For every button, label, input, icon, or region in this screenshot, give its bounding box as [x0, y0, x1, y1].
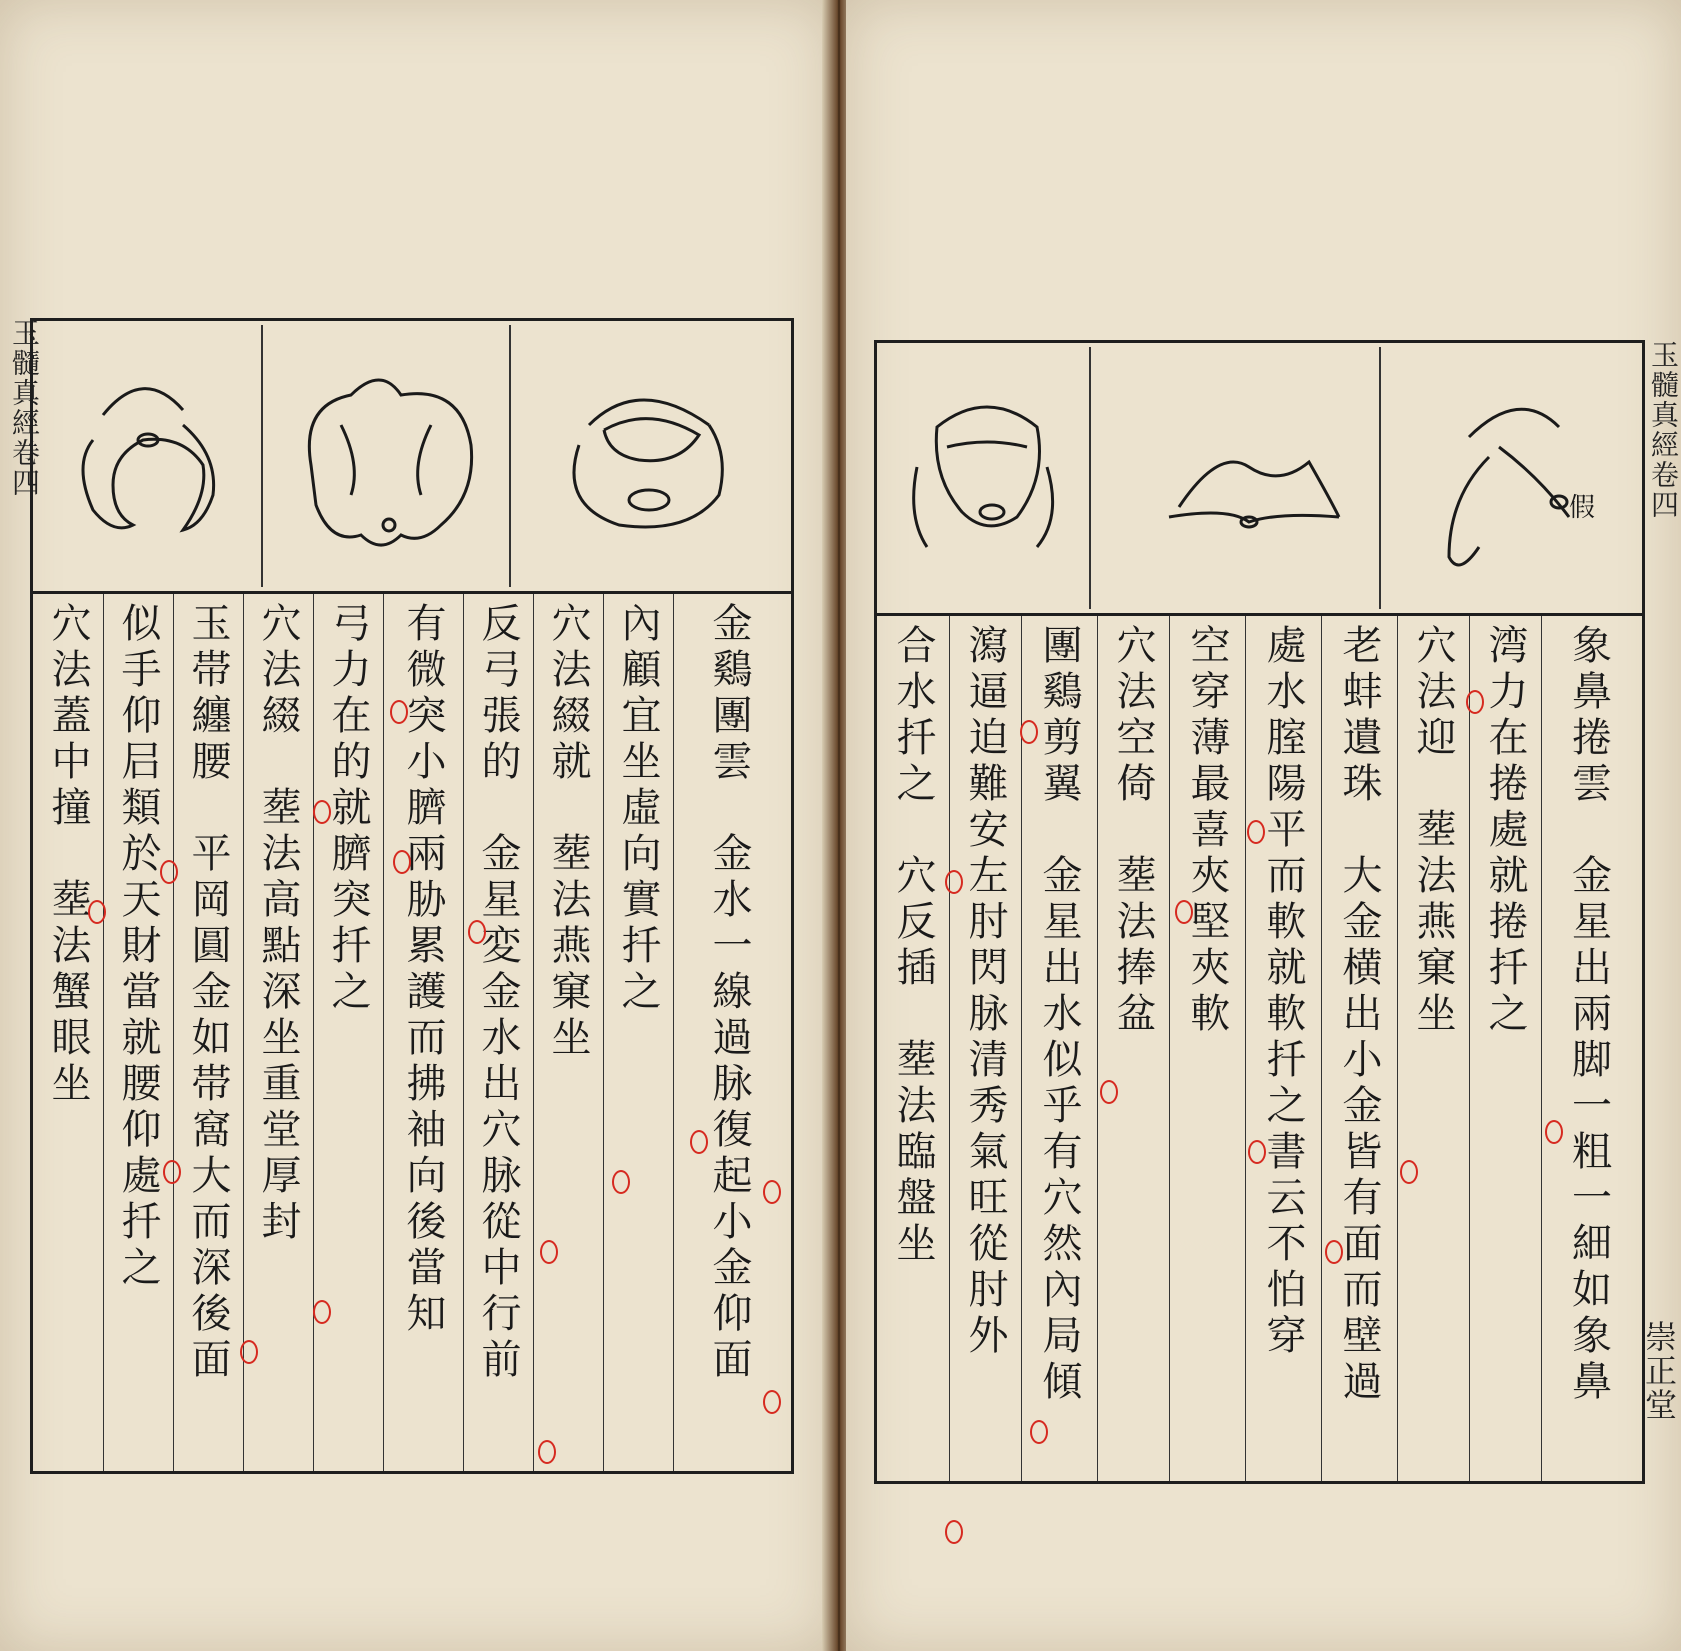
publisher-label: 崇正堂: [1640, 1320, 1678, 1422]
illus-elephant-trunk: [1379, 347, 1642, 609]
text-column: 穴法空倚 塟法捧盆: [1097, 616, 1170, 1481]
text-column: 團鷄剪翼 金星出水似乎有穴然內局傾: [1021, 616, 1098, 1481]
annotation-circle: [160, 860, 178, 884]
right-margin-label: 玉髓真經卷四: [1647, 340, 1680, 520]
annotation-circle: [1030, 1420, 1048, 1444]
annotation-circle: [390, 700, 408, 724]
left-illustration-row: [33, 321, 791, 594]
text-column: 有微突小臍兩胁累護而拂袖向後當知: [383, 594, 464, 1471]
left-text-area: [33, 594, 791, 1471]
text-column: 內顧宜坐虛向實扦之: [603, 594, 674, 1471]
annotation-circle: [313, 800, 331, 824]
annotation-circle: [1325, 1240, 1343, 1264]
text-column: 象鼻捲雲 金星出兩脚一粗一細如象鼻: [1565, 624, 1612, 1406]
annotation-circle: [1247, 820, 1265, 844]
text-column: 穴法綴就 塟法燕窠坐: [533, 594, 604, 1471]
text-column: 處水腟陽平而軟就軟扦之書云不怕穿: [1245, 616, 1322, 1481]
annotation-circle: [1100, 1080, 1118, 1104]
annotation-circle: [945, 870, 963, 894]
annotation-circle: [313, 1300, 331, 1324]
illus-golden-chicken: [509, 325, 791, 587]
text-column: 似手仰𡰪類於天財當就腰仰處扦之: [103, 594, 174, 1471]
annotation-circle: [468, 920, 486, 944]
right-illustration-row: [877, 343, 1642, 616]
fake-label: 假: [1569, 493, 1596, 523]
annotation-circle: [763, 1180, 781, 1204]
text-column: 瀉逼迫難安左肘閃脉清秀氣旺從肘外: [949, 616, 1022, 1481]
annotation-circle: [1545, 1120, 1563, 1144]
illus-reverse-bow: [261, 325, 511, 587]
right-text-area: [877, 616, 1642, 1481]
annotation-circle: [763, 1390, 781, 1414]
text-column: 反弓張的 金星変金水出穴脉從中行前: [463, 594, 534, 1471]
annotation-circle: [240, 1340, 258, 1364]
annotation-circle: [393, 850, 411, 874]
left-page: [0, 0, 832, 1651]
text-column: 湾力在捲處就捲扦之: [1469, 616, 1542, 1481]
annotation-circle: [1400, 1160, 1418, 1184]
text-column: 金鷄團雲 金水一線過脉復起小金仰面: [706, 602, 752, 1384]
right-frame: [874, 340, 1645, 1484]
text-column: 玉帯纏腰 平岡圓金如帯窩大而深後面: [173, 594, 244, 1471]
left-frame: [30, 318, 794, 1474]
annotation-circle: [540, 1240, 558, 1264]
annotation-circle: [538, 1440, 556, 1464]
annotation-circle: [612, 1170, 630, 1194]
annotation-circle: [690, 1130, 708, 1154]
annotation-circle: [1020, 720, 1038, 744]
illus-golden-chicken-wings: [877, 347, 1091, 609]
illus-jade-belt: [33, 325, 263, 587]
text-column: 老蚌遺珠 大金横出小金皆有面而壁過: [1321, 616, 1398, 1481]
text-column: 穴法蓋中撞 塟法蟹眼坐: [33, 594, 104, 1471]
text-column: 穴法迎 塟法燕窠坐: [1397, 616, 1470, 1481]
text-column: 空穿薄最喜夾堅夾軟: [1169, 616, 1246, 1481]
left-margin-label: 玉髓真經卷四: [8, 318, 41, 498]
text-column: 合水扦之 穴反插 塟法臨盤坐: [877, 616, 950, 1481]
annotation-circle: [163, 1160, 181, 1184]
text-column: 穴法綴 塟法高點深坐重堂厚封: [243, 594, 314, 1471]
annotation-circle: [1466, 690, 1484, 714]
annotation-circle: [88, 900, 106, 924]
illus-old-clam: [1089, 347, 1381, 609]
annotation-circle: [1175, 900, 1193, 924]
text-column: 弓力在的就臍突扦之: [313, 594, 384, 1471]
annotation-circle: [1248, 1140, 1266, 1164]
annotation-circle: [945, 1520, 963, 1544]
